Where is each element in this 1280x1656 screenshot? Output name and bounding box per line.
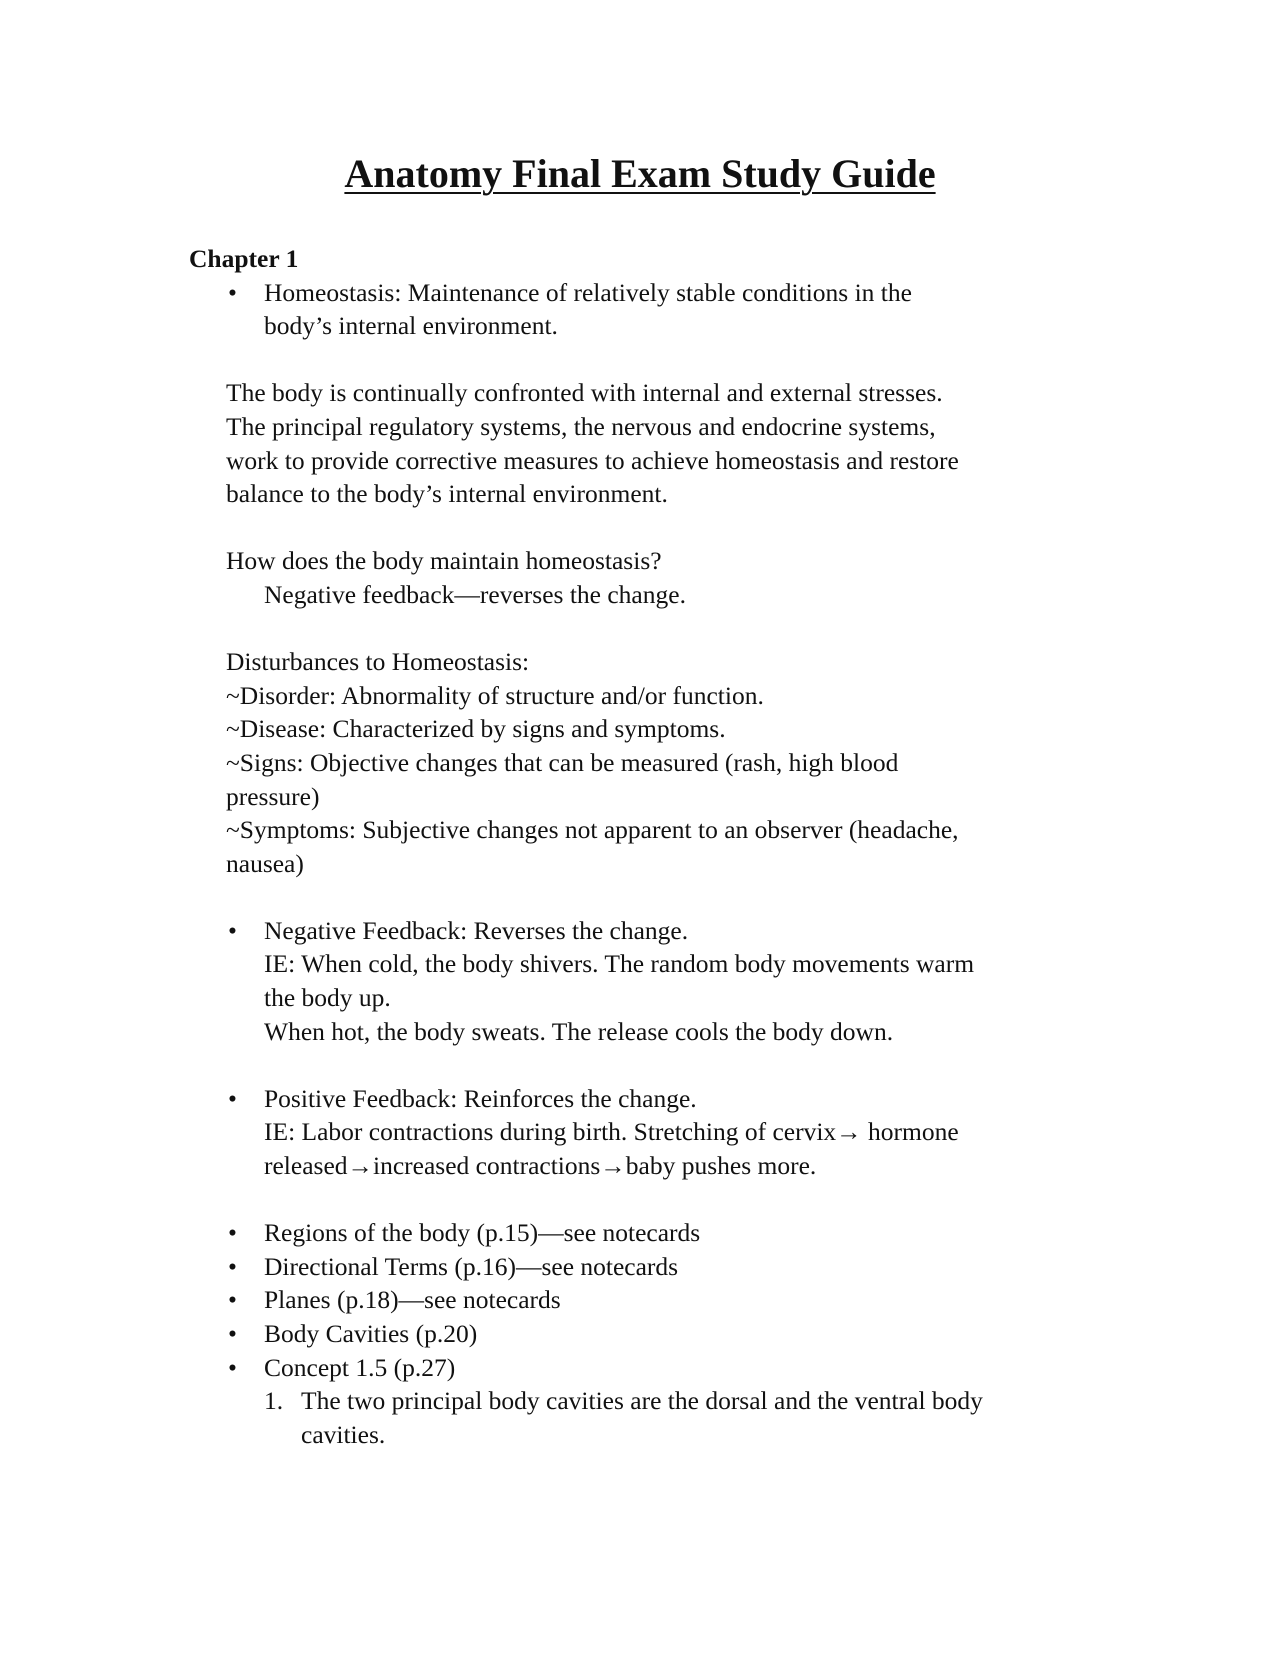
disturbances-line: ~Symptoms: Subjective changes not apparent to an observer (headache,: [226, 815, 959, 845]
bullet-text-line: the body up.: [264, 983, 391, 1013]
bullet-text-line: Directional Terms (p.16)—see notecards: [264, 1251, 679, 1281]
bullet-planes: [189, 1283, 1094, 1317]
paragraph-line: The principal regulatory systems, the nervous and endocrine systems,: [226, 411, 936, 441]
document-title: Anatomy Final Exam Study Guide: [344, 151, 936, 196]
disturbances-line: pressure): [226, 781, 320, 811]
answer-block: [189, 578, 1094, 612]
spacer: [189, 1048, 1094, 1082]
bullet-text-line: Negative Feedback: Reverses the change.: [264, 915, 689, 945]
disturbances-line: ~Signs: Objective changes that can be measured (rash, high blood: [226, 747, 899, 777]
bullet-homeostasis: [189, 276, 1094, 343]
bullet-marker: •: [228, 1352, 237, 1382]
bullet-marker: •: [228, 1218, 237, 1248]
question-line: How does the body maintain homeostasis?: [226, 546, 662, 576]
bullet-positive-feedback: [189, 1082, 1094, 1183]
bullet-concept-1-5: [189, 1351, 1094, 1385]
document-body: [189, 242, 1094, 1451]
bullet-negative-feedback: [189, 914, 1094, 1048]
bullet-text-line: Regions of the body (p.15)—see notecards: [264, 1218, 701, 1248]
number-marker: 1.: [264, 1386, 284, 1416]
disturbances-line: nausea): [226, 848, 304, 878]
disturbances-block: [189, 645, 1094, 880]
bullet-marker: •: [228, 277, 237, 307]
bullet-marker: •: [228, 1251, 237, 1281]
bullet-text-line: Positive Feedback: Reinforces the change.: [264, 1083, 697, 1113]
spacer: [189, 343, 1094, 377]
bullet-text-line: released→increased contractions→baby pushes more.: [264, 1151, 817, 1181]
bullet-regions: [189, 1216, 1094, 1250]
numbered-text-line: cavities.: [301, 1419, 386, 1449]
spacer: [189, 612, 1094, 646]
bullet-text-line: Concept 1.5 (p.27): [264, 1352, 456, 1382]
bullet-body-cavities: [189, 1317, 1094, 1351]
bullet-marker: •: [228, 1285, 237, 1315]
bullet-text-line: Homeostasis: Maintenance of relatively stable conditions in the: [264, 277, 912, 307]
spacer: [189, 511, 1094, 545]
bullet-marker: •: [228, 1319, 237, 1348]
question-block: [189, 544, 1094, 578]
paragraph-line: The body is continually confronted with internal and external stresses.: [226, 378, 943, 408]
chapter-heading: Chapter 1: [189, 244, 299, 273]
bullet-text-line: IE: When cold, the body shivers. The random body movements warm: [264, 949, 975, 979]
bullet-text-line: When hot, the body sweats. The release cools the body down.: [264, 1016, 894, 1046]
spacer: [189, 1183, 1094, 1217]
numbered-text-line: The two principal body cavities are the dorsal and the ventral body: [301, 1386, 983, 1416]
bullet-marker: •: [228, 915, 237, 945]
paragraph-line: work to provide corrective measures to achieve homeostasis and restore: [226, 445, 959, 475]
disturbances-line: ~Disease: Characterized by signs and symptoms.: [226, 714, 726, 744]
bullet-directional-terms: [189, 1250, 1094, 1284]
disturbances-line: ~Disorder: Abnormality of structure and/or function.: [226, 680, 764, 710]
paragraph-line: balance to the body’s internal environment.: [226, 479, 668, 509]
bullet-text-line: Planes (p.18)—see notecards: [264, 1285, 561, 1315]
bullet-text-line: IE: Labor contractions during birth. Stretching of cervix→ hormone: [264, 1117, 959, 1147]
bullet-text-line: body’s internal environment.: [264, 311, 558, 341]
bullet-marker: •: [228, 1083, 237, 1113]
stress-paragraph: [189, 376, 1094, 510]
bullet-text-line: Body Cavities (p.20): [264, 1319, 478, 1348]
answer-line: Negative feedback—reverses the change.: [264, 579, 686, 609]
numbered-item-1: [189, 1384, 1094, 1451]
spacer: [189, 880, 1094, 914]
disturbances-line: Disturbances to Homeostasis:: [226, 647, 530, 677]
